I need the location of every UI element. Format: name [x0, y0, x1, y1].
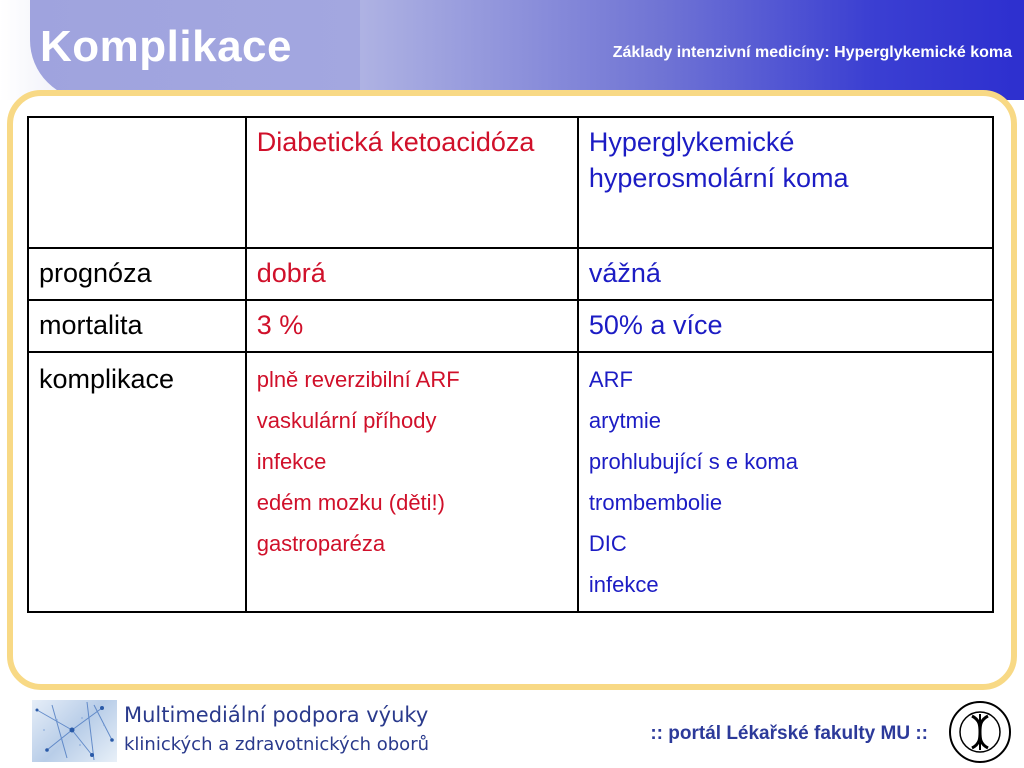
header-cell-empty — [28, 117, 246, 248]
list-item: prohlubující s e koma — [588, 449, 798, 474]
list-item: ARF — [588, 367, 633, 392]
row-label-mortalita: mortalita — [28, 300, 246, 352]
table-header-row — [28, 117, 993, 248]
header-cell-dka — [246, 117, 578, 248]
footer-project-line2: klinických a zdravotnických oborů — [124, 734, 429, 755]
faculty-seal-icon — [948, 700, 1012, 764]
page-subtitle: Základy intenzivní medicíny: Hyperglykemické koma — [612, 44, 1012, 61]
list-item: gastroparéza — [256, 531, 386, 556]
cell-dka-komplikace — [246, 352, 578, 612]
cell-hhk-mortalita: 50% a více — [578, 300, 993, 352]
cell-hhk-prognoza: vážná — [578, 248, 993, 300]
list-item: edém mozku (děti!) — [256, 490, 445, 515]
dka-complications-list — [257, 359, 567, 564]
list-item: trombembolie — [588, 490, 723, 515]
header-dka-label: Diabetická ketoacidóza — [256, 127, 535, 157]
list-item: DIC — [588, 531, 627, 556]
portal-link[interactable]: :: portál Lékařské fakulty MU :: — [650, 723, 928, 744]
list-item: arytmie — [588, 408, 662, 433]
comparison-table — [27, 116, 994, 613]
network-graphic-icon — [32, 700, 117, 762]
cell-dka-prognoza: dobrá — [246, 248, 578, 300]
network-logo-icon — [32, 700, 117, 762]
header-band — [0, 0, 1024, 100]
header-cell-hhk — [578, 117, 993, 248]
header-hhk-label: Hyperglykemické hyperosmolární koma — [588, 127, 849, 193]
row-label-komplikace: komplikace — [28, 352, 246, 612]
table-row — [28, 352, 993, 612]
list-item: infekce — [588, 572, 659, 597]
cell-hhk-komplikace — [578, 352, 993, 612]
cell-dka-mortalita: 3 % — [246, 300, 578, 352]
hhk-complications-list — [589, 359, 982, 605]
list-item: infekce — [256, 449, 327, 474]
table-row — [28, 248, 993, 300]
list-item: vaskulární příhody — [256, 408, 437, 433]
table-row — [28, 300, 993, 352]
list-item: plně reverzibilní ARF — [256, 367, 460, 392]
footer-project-line1: Multimediální podpora výuky — [124, 703, 429, 727]
page-title: Komplikace — [40, 22, 292, 71]
row-label-prognoza: prognóza — [28, 248, 246, 300]
